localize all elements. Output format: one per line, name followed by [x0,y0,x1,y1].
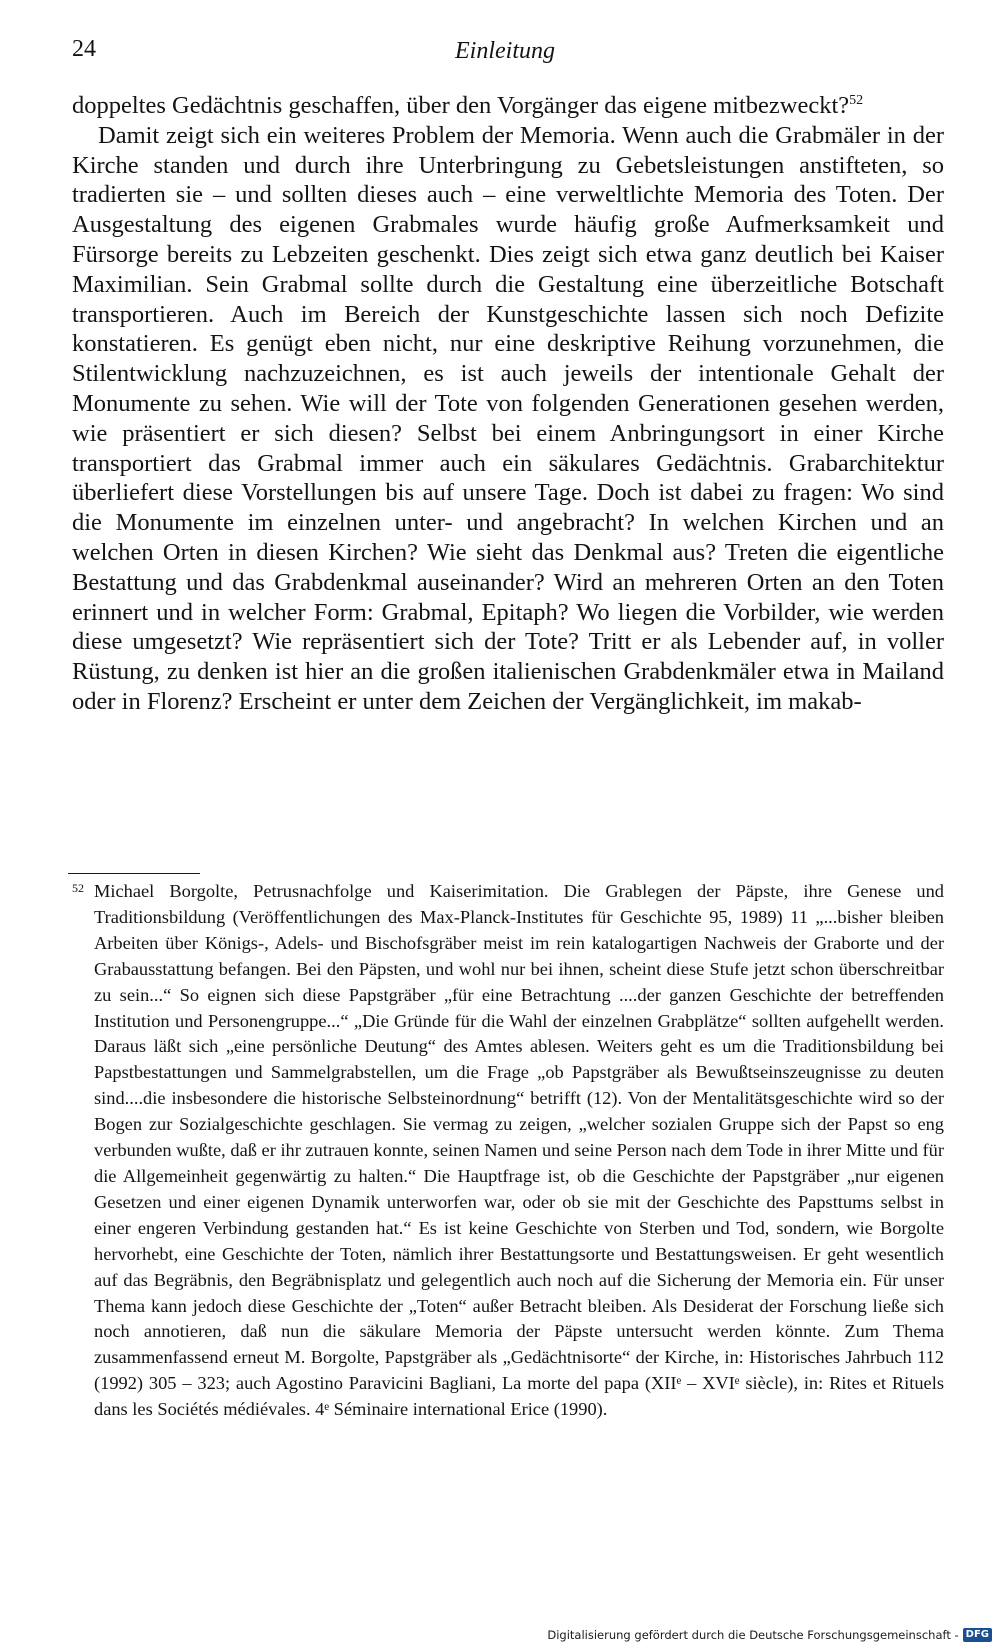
page-number: 24 [72,36,96,62]
dfg-logo-icon: DFG [963,1628,992,1642]
footnote-reference[interactable]: 52 [849,92,864,108]
paragraph-continuation [72,91,944,121]
footnote-number: 52 [72,881,84,895]
running-head: Einleitung [455,38,555,64]
footnote-text: Michael Borgolte, Petrusnachfolge und Kaiserimitation. Die Grablegen der Päpste, ihre Genese und Traditionsbildung (Veröffentlichungen des Max-Planck-Institutes für Geschichte 95, 1989) 11 „...bisher bleiben Arbeiten über Königs-, Adels- und Bischofsgräber meist im rein katalogartigen Nachweis der Graborte und der Grabausstattung befangen. Bei den Päpsten, und wohl nur bei ihnen, scheint diese Stufe jetzt schon überschreitbar zu sein...“ So eignen sich diese Papstgräber „für eine Betrachtung ....der ganzen Geschichte der betreffenden Institution und Personengruppe...“ „Die Gründe für die Wahl der einzelnen Grabplätze“ sollten aufgehellt werden. Daraus läßt sich „eine persönliche Deutung“ des Amtes ablesen. Weiters geht es um die Traditionsbildung bei Papstbestattungen und Sammelgrabstellen, um die Frage „ob Papstgräber als Bewußtseinszeugnisse zu deuten sind....die insbesondere die historische Selbsteinordnung“ betrifft (12). Von der Mentalitätsgeschichte wird so der Bogen zur Sozialgeschichte geschlagen. Sie vermag zu zeigen, „welcher sozialen Gruppe sich der Papst so eng verbunden wußte, daß er ihr zutrauen konnte, seinen Namen und seine Person nach dem Tode in ihrer Mitte und für die Allgemeinheit gegenwärtig zu halten.“ Die Hauptfrage ist, ob die Geschichte der Papstgräber „nur eigenen Gesetzen und einer eigenen Dynamik unterworfen war, oder ob sie mit der Geschichte des Papsttums selbst in einer engeren Verbindung gestanden hat.“ Es ist keine Geschichte von Sterben und Tod, sondern, wie Borgolte hervorhebt, eine Geschichte der Toten, nämlich ihrer Bestattungsorte und Bestattungsweisen. Er geht wesentlich auf das Begräbnis, den Begräbnisplatz und gelegentlich auch noch auf die Sicherung der Memoria ein. Für unser Thema kann jedoch diese Geschichte der „Toten“ außer Betracht bleiben. Als Desiderat der Forschung ließe sich noch annotieren, daß nun die säkulare Memoria der Päpste untersucht werden könnte. Zum Thema zusammenfassend erneut M. Borgolte, Papstgräber als „Gedächtnisorte“ der Kirche, in: Historisches Jahrbuch 112 (1992) 305 – 323; auch Agostino Paravicini Bagliani, La morte del papa (XIIᵉ – XVIᵉ siècle), in: Rites et Rituels dans les Sociétés médiévales. 4ᵉ Séminaire international Erice (1990). [94,881,944,1420]
digitization-credit [547,1625,992,1645]
paragraph: Damit zeigt sich ein weiteres Problem der Memoria. Wenn auch die Grabmäler in der Kirche standen und durch ihre Unterbringung zu Gebetsleistungen anstifteten, so tradierten sie – und sollten dieses auch – eine verweltlichte Memoria des Toten. Der Ausgestaltung des eigenen Grabmales wurde häufig große Aufmerksamkeit und Fürsorge bereits zu Lebzeiten geschenkt. Dies zeigt sich etwa ganz deutlich bei Kaiser Maximilian. Sein Grabmal sollte durch die Gestaltung eine überzeitliche Botschaft transportieren. Auch im Bereich der Kunstgeschichte lassen sich noch Defizite konstatieren. Es genügt eben nicht, nur eine deskriptive Reihung vorzunehmen, die Stilentwicklung nachzuzeichnen, es ist auch jeweils der intentionale Gehalt der Monumente zu sehen. Wie will der Tote von folgenden Generationen gesehen werden, wie präsentiert er sich diesen? Selbst bei einem Anbringungsort in einer Kirche transportiert das Grabmal immer auch ein säkulares Gedächtnis. Grabarchitektur überliefert diese Vorstellungen bis auf unsere Tage. Doch ist dabei zu fragen: Wo sind die Monumente im einzelnen unter- und angebracht? In welchen Kirchen und an welchen Orten in diesen Kirchen? Wie sieht das Denkmal aus? Treten die eigentliche Bestattung und das Grabdenkmal auseinander? Wird an mehreren Orten an den Toten erinnert und in welcher Form: Grabmal, Epitaph? Wo liegen die Vorbilder, wie werden diese umgesetzt? Wie repräsentiert sich der Tote? Tritt er als Lebender auf, in voller Rüstung, zu denken ist hier an die großen italienischen Grabdenkmäler etwa in Mailand oder in Florenz? Erscheint er unter dem Zeichen der Vergänglichkeit, im makab- [72,121,944,715]
main-text [72,91,944,717]
footnote-52 [72,879,944,1423]
footnote-separator [68,873,200,874]
credit-text: Digitalisierung gefördert durch die Deutsche Forschungsgemeinschaft - [547,1628,959,1642]
paragraph-text: doppeltes Gedächtnis geschaffen, über den Vorgänger das eigene mitbezweckt? [72,92,850,119]
